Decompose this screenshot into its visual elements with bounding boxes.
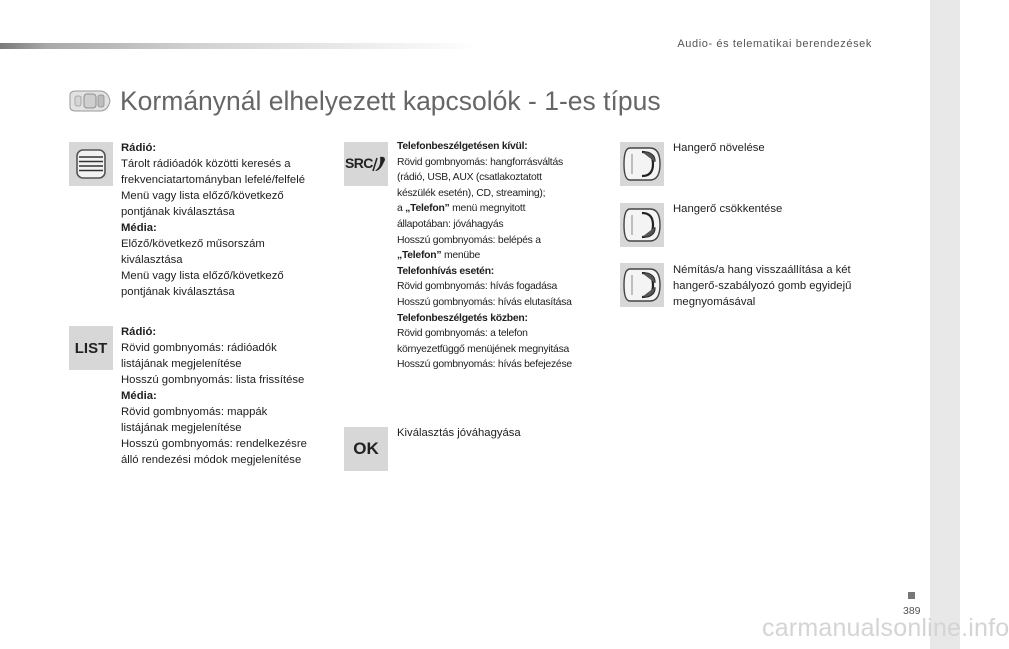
text-line: listájának megjelenítése xyxy=(121,422,242,434)
text-line: kiválasztása xyxy=(121,254,183,266)
text-line: állapotában: jóváhagyás xyxy=(397,218,504,230)
page-marker xyxy=(908,592,915,599)
src-phone-text xyxy=(397,139,572,373)
steering-switch-icon xyxy=(68,89,112,113)
volume-down-text: Hangerő csökkentése xyxy=(673,203,783,215)
text-line: pontjának kiválasztása xyxy=(121,206,235,218)
text-line: (rádió, USB, AUX (csatlakoztatott xyxy=(397,172,542,184)
text-line: hangerő-szabályozó gomb egyidejű xyxy=(673,280,852,292)
list-button-text xyxy=(121,324,307,468)
text-line: Rövid gombnyomás: rádióadók xyxy=(121,342,277,354)
tel-heading-1: Telefonbeszélgetésen kívül: xyxy=(397,141,528,152)
text-line: Menü vagy lista előző/következő xyxy=(121,190,284,202)
ok-text: Kiválasztás jóváhagyása xyxy=(397,427,521,439)
list-button-icon xyxy=(69,326,113,370)
text-line: megnyomásával xyxy=(673,296,756,308)
scroll-wheel-icon xyxy=(69,142,113,186)
text-line: listájának megjelenítése xyxy=(121,358,242,370)
text-line: Rövid gombnyomás: hangforrásváltás xyxy=(397,156,563,168)
text-line: frekvenciatartományban lefelé/felfelé xyxy=(121,174,305,186)
text-line: Némítás/a hang visszaállítása a két xyxy=(673,264,851,276)
media-heading: Média: xyxy=(121,222,157,234)
text-line: környezetfüggő menüjének megnyitása xyxy=(397,343,570,355)
media-heading: Média: xyxy=(121,390,157,402)
text-line: Hosszú gombnyomás: belépés a xyxy=(397,234,541,246)
list-label: LIST xyxy=(74,339,108,357)
page-title: Kormánynál elhelyezett kapcsolók - 1-es típus xyxy=(120,86,661,116)
text-line: Tárolt rádióadók közötti keresés a xyxy=(121,158,291,170)
volume-up-switch-icon xyxy=(620,142,664,186)
text-line: Rövid gombnyomás: hívás fogadása xyxy=(397,281,558,293)
watermark: carmanualsonline.info xyxy=(762,614,1009,642)
text-line: Előző/következő műsorszám xyxy=(121,238,265,250)
telefon-menu-label: „Telefon” xyxy=(405,203,450,215)
telefon-menu-label: „Telefon” xyxy=(397,250,442,262)
side-strip xyxy=(930,0,960,649)
mute-text xyxy=(673,262,851,310)
phone-handset-icon xyxy=(344,142,388,186)
text-line: Hosszú gombnyomás: rendelkezésre xyxy=(121,438,307,450)
radio-media-scroll-text xyxy=(121,140,305,300)
section-header: Audio- és telematikai berendezések xyxy=(677,38,872,50)
text-line: Rövid gombnyomás: mappák xyxy=(121,406,268,418)
tel-heading-2: Telefonhívás esetén: xyxy=(397,265,495,277)
text-line: Hosszú gombnyomás: hívás elutasítása xyxy=(397,296,572,308)
text-line: Rövid gombnyomás: a telefon xyxy=(397,328,528,340)
text-line: Hosszú gombnyomás: lista frissítése xyxy=(121,374,305,386)
text-line: álló rendezési módok megjelenítése xyxy=(121,454,302,466)
text-line: pontjának kiválasztása xyxy=(121,286,235,298)
radio-heading: Rádió: xyxy=(121,326,157,338)
tel-heading-3: Telefonbeszélgetés közben: xyxy=(397,312,528,324)
text-line: Hosszú gombnyomás: hívás befejezése xyxy=(397,359,572,371)
volume-down-switch-icon xyxy=(620,203,664,247)
text-line: készülék esetén), CD, streaming); xyxy=(397,187,546,199)
ok-button-icon xyxy=(344,427,388,471)
text-fragment: a xyxy=(397,203,406,215)
volume-mute-switch-icon xyxy=(620,263,664,307)
header-gradient-bar xyxy=(0,43,480,49)
text-line: Menü vagy lista előző/következő xyxy=(121,270,284,282)
text-fragment: menü megnyitott xyxy=(449,203,526,215)
page-number: 389 xyxy=(903,605,921,617)
src-label: SRC xyxy=(345,155,373,171)
text-fragment: menübe xyxy=(441,250,481,262)
volume-up-text: Hangerő növelése xyxy=(673,142,765,154)
ok-label: OK xyxy=(353,439,379,458)
src-phone-button-icon xyxy=(344,142,388,186)
radio-heading: Rádió: xyxy=(121,142,157,154)
